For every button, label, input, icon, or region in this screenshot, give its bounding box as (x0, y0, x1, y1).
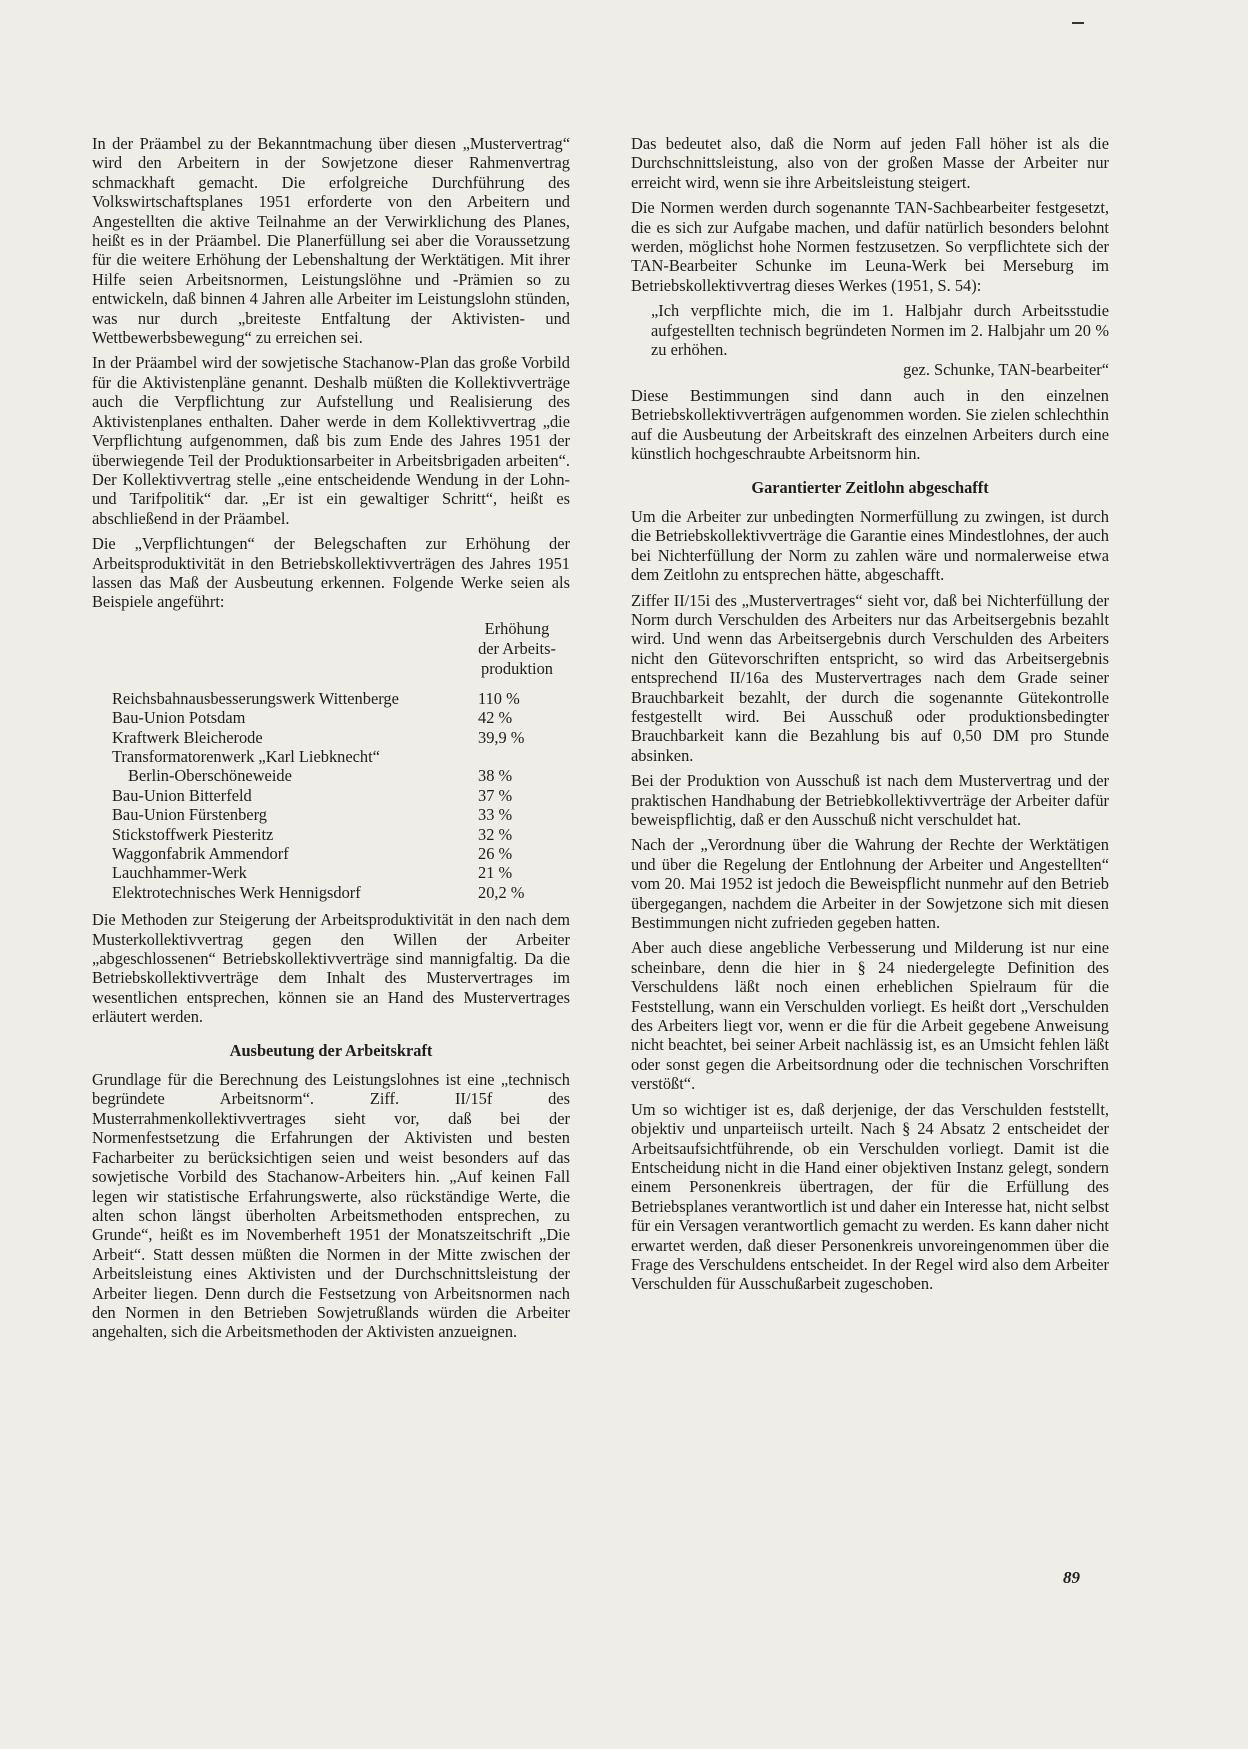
works-name: Transformatorenwerk „Karl Liebknecht“ (112, 746, 380, 766)
paragraph: Die Normen werden durch sogenannte TAN-Sachbearbeiter festgesetzt, die es sich zur Aufgabe machen, und dafür natürlich besonders belohnt werden, möglichst hohe Normen festzusetzen. So verpflichtete sich der TAN-Bearbeiter Schunke im Leuna-Werk bei Merseburg im Betriebskollektivvertrag dieses Werkes (1951, S. 54): (631, 198, 1109, 295)
table-row (92, 883, 570, 902)
paragraph: Die Methoden zur Steigerung der Arbeitsproduktivität in den nach dem Musterkollektivvertrag gegen den Willen der Arbeiter „abgeschlossenen“ Betriebskollektivverträge sind mannigfaltig. Da die Betriebskollektivverträge dem Inhalt des Mustervertrages im wesentlichen entsprechen, können sie an Hand des Mustervertrages erläutert werden. (92, 910, 570, 1027)
header-line: der Arbeits- (478, 638, 556, 658)
section-heading: Garantierter Zeitlohn abgeschafft (751, 477, 989, 497)
paragraph: Die „Verpflichtungen“ der Belegschaften zur Erhöhung der Arbeitsproduktivität in den Betriebskollektivverträgen des Jahres 1951 lassen das Maß der Ausbeutung erkennen. Folgende Werke seien als Beispiele angeführt: (92, 534, 570, 612)
paragraph: Um so wichtiger ist es, daß derjenige, der das Verschulden feststellt, objektiv und unparteiisch urteilt. Nach § 24 Absatz 2 entscheidet der Arbeitsaufsichtführende, ob ein Verschulden vorliegt. Damit ist die Entscheidung nicht in die Hand einer objektiven Instanz gelegt, sondern einem Personenkreis übertragen, der für die Erfüllung des Betriebsplanes verantwortlich ist und daher ein Interesse hat, nicht selbst für ein Versagen verantwortlich gemacht zu werden. Es kann daher nicht erwartet werden, daß dieser Personenkreis unvoreingenommen über die Frage des Verschuldens entscheidet. In der Regel wird also dem Arbeiter Verschulden für Ausschußarbeit zugeschoben. (631, 1099, 1109, 1294)
table-row (92, 863, 570, 882)
quotation-signature: gez. Schunke, TAN-bearbeiter“ (903, 360, 1109, 380)
works-name: Lauchhammer-Werk (112, 863, 247, 883)
header-line: produktion (481, 658, 553, 678)
works-name: Elektrotechnisches Werk Hennigsdorf (112, 882, 361, 902)
table-row (92, 708, 570, 727)
increase-value: 110 % (478, 688, 520, 708)
table-header-row (92, 618, 570, 689)
paragraph: Nach der „Verordnung über die Wahrung der Rechte der Werktätigen und über die Regelung der Entlohnung der Arbeiter und Angestellten“ vom 20. Mai 1952 ist jedoch die Beweispflicht nunmehr auf den Betrieb übergegangen, nachdem die Arbeiter in der Sowjetzone sich mit diesen Bestimmungen nicht zufrieden gegeben hatten. (631, 835, 1109, 933)
increase-value: 38 % (478, 766, 513, 786)
paragraph: Diese Bestimmungen sind dann auch in den einzelnen Betriebskollektivverträgen aufgenommen worden. Sie zielen schlechthin auf die Ausbeutung der Arbeitskraft des einzelnen Arbeiters durch eine künstlich hochgeschraubte Arbeitsnorm hin. (631, 385, 1109, 464)
paragraph: In der Präambel zu der Bekanntmachung über diesen „Mustervertrag“ wird den Arbeitern in der Sowjetzone dieser Rahmenvertrag schmackhaft gemacht. Die erfolgreiche Durchführung des Volkswirtschaftsplanes 1951 erforderte von den Arbeitern und Angestellten die aktive Teilnahme an der Verwirklichung des Planes, heißt es in der Präambel. Die Planerfüllung sei aber die Voraussetzung für die weitere Erhöhung der Lebenshaltung der Werktätigen. Mit ihrer Hilfe seien Arbeitsnormen, Leistungslöhne und -Prämien so zu entwickeln, daß binnen 4 Jahren alle Arbeiter im Leistungslohn stünden, was nur durch „breiteste Entfaltung der Aktivisten- und Wettbewerbsbewegung“ zu erreichen sei. (92, 134, 570, 348)
productivity-table (92, 618, 570, 902)
works-location: Berlin-Oberschöneweide (128, 766, 292, 786)
header-line: Erhöhung (484, 618, 550, 638)
paragraph: Ziffer II/15i des „Mustervertrages“ sieht vor, daß bei Nichterfüllung der Norm durch Verschulden des Arbeiters nur das Arbeitsergebnis bezahlt wird. Und wenn das Arbeitsergebnis durch Verschulden des Arbeiters nicht den Gütevorschriften entspricht, so wird das Arbeitsergebnis entsprechend II/16a des Mustervertrages nach dem Grade seiner Brauchbarkeit bezahlt, der durch die sogenannte Gütekontrolle festgestellt wird. Bei Ausschuß oder produktionsbedingter Brauchbarkeit kann die Bezahlung bis auf 0,50 DM pro Stunde absinken. (631, 590, 1109, 765)
table-row (92, 805, 570, 824)
table-row (92, 825, 570, 844)
table-row (92, 747, 570, 766)
table-row (92, 689, 570, 708)
increase-value: 21 % (478, 863, 513, 883)
table-row (92, 786, 570, 805)
paragraph: In der Präambel wird der sowjetische Stachanow-Plan das große Vorbild für die Aktivistenpläne genannt. Deshalb müßten die Kollektivverträge auch die Verpflichtung zur Aufstellung und Realisierung des Aktivistenplanes enthalten. Daher werde in dem Kollektivvertrag „die Verpflichtung aufgenommen, daß bis zum Ende des Jahres 1951 der überwiegende Teil der Produktionsarbeiter in Arbeitsbrigaden arbeiten“. Der Kollektivvertrag stelle „eine entscheidende Wendung in der Lohn- und Tarifpolitik“ dar. „Er ist ein gewaltiger Schritt“, heißt es abschließend in der Präambel. (92, 353, 570, 528)
section-heading: Ausbeutung der Arbeitskraft (229, 1040, 433, 1060)
works-name: Kraftwerk Bleicherode (112, 727, 263, 747)
works-name: Bau-Union Bitterfeld (112, 785, 252, 805)
table-row (92, 844, 570, 863)
works-name: Reichsbahnausbesserungswerk Wittenberge (112, 688, 399, 708)
increase-value: 39,9 % (478, 727, 525, 747)
left-column (92, 134, 570, 1348)
increase-value: 37 % (478, 785, 513, 805)
corner-mark (1072, 22, 1084, 24)
works-name: Waggonfabrik Ammendorf (112, 844, 289, 863)
increase-value: 42 % (478, 708, 513, 728)
paragraph: Bei der Produktion von Ausschuß ist nach dem Mustervertrag und der praktischen Handhabung der Betriebkollektivverträge der Arbeiter dafür beweispflichtig, daß er den Ausschuß nicht verschuldet hat. (631, 771, 1109, 829)
quotation (651, 301, 1109, 380)
paragraph: Das bedeutet also, daß die Norm auf jeden Fall höher ist als die Durchschnittsleistung, also von der großen Masse der Arbeiter nur erreicht wird, wenn sie ihre Arbeitsleistung steigert. (631, 134, 1109, 192)
increase-value: 33 % (478, 805, 513, 825)
works-name: Bau-Union Fürstenberg (112, 805, 267, 825)
table-row (92, 728, 570, 747)
quotation-text: „Ich verpflichte mich, die im 1. Halbjahr durch Arbeitsstudie aufgestellten technisch begründeten Normen im 2. Halbjahr um 20 % zu erhöhen. (651, 301, 1109, 360)
right-column (631, 134, 1109, 1300)
paragraph: Aber auch diese angebliche Verbesserung und Milderung ist nur eine scheinbare, denn die hier in § 24 niedergelegte Definition des Verschuldens läßt noch einen erheblichen Spielraum für die Feststellung, wann ein Verschulden vorliegt. Es heißt dort „Verschulden des Arbeiters liegt vor, wenn er die für die Arbeit gegebene Anweisung nicht beachtet, bei seiner Arbeit nachlässig ist, es an Umsicht fehlen läßt oder sonst gegen die Arbeitsordnung oder die technischen Vorschriften verstößt“. (631, 938, 1109, 1094)
increase-value: 32 % (478, 824, 513, 844)
table-header (464, 618, 570, 689)
paragraph: Um die Arbeiter zur unbedingten Normerfüllung zu zwingen, ist durch die Betriebskollektivverträge die Garantie eines Mindestlohnes, der auch bei Nichterfüllung der Norm zu zahlen wäre und normalerweise etwa dem Zeitlohn zu entsprechen hätte, abgeschafft. (631, 506, 1109, 585)
table-row (92, 766, 570, 785)
works-name: Stickstoffwerk Piesteritz (112, 824, 274, 844)
increase-value: 20,2 % (478, 882, 525, 902)
page-number: 89 (1063, 1568, 1080, 1587)
increase-value: 26 % (478, 844, 513, 863)
works-name: Bau-Union Potsdam (112, 708, 246, 728)
paragraph: Grundlage für die Berechnung des Leistungslohnes ist eine „technisch begründete Arbeitsnorm“. Ziff. II/15f des Musterrahmenkollektivvertrages sieht vor, daß bei der Normenfestsetzung die Erfahrungen der Aktivisten und besten Facharbeiter zu berücksichtigen seien und weist besonders auf das sowjetische Vorbild des Stachanow-Arbeiters hin. „Auf keinen Fall legen wir statistische Erfahrungswerte, also rückständige Werte, die alten schon längst überholten Arbeitsmethoden entsprechen, zu Grunde“, heißt es im Novemberheft 1951 der Monatszeitschrift „Die Arbeit“. Statt dessen müßten die Normen in der Mitte zwischen der Arbeitsleistung eines Aktivisten und der Durchschnittsleistung der Arbeiter liegen. Denn durch die Festsetzung von Arbeitsnormen nach den Normen in den Betrieben Sowjetrußlands würden die Arbeiter angehalten, sich die Arbeitsmethoden der Aktivisten anzueignen. (92, 1070, 570, 1342)
